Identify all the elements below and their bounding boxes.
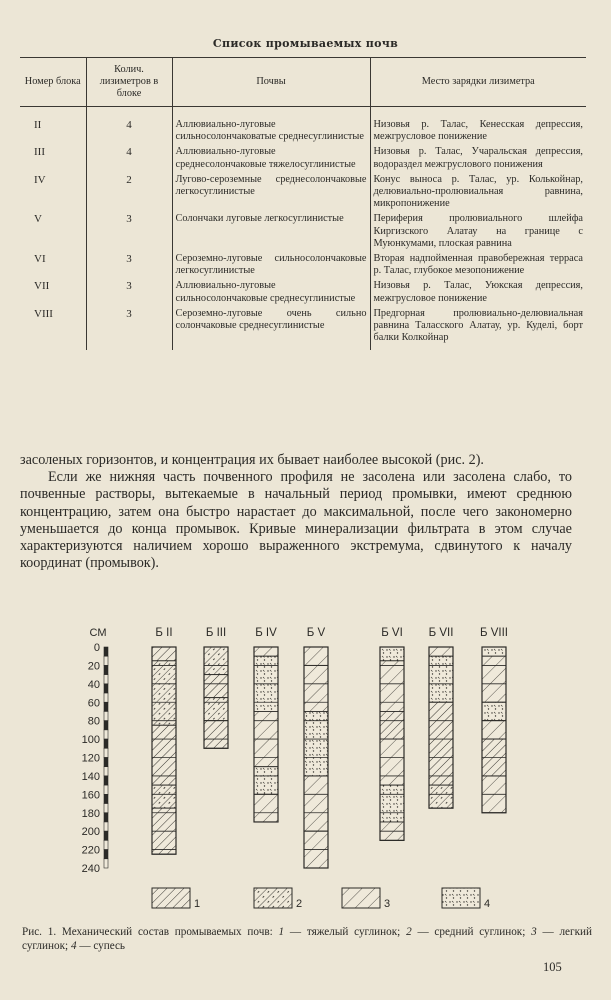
table-title: Список промываемых почв (212, 37, 399, 50)
caption-text: — тяжелый суглинок; (289, 926, 401, 938)
depth-tick-label: 120 (81, 752, 100, 765)
depth-scale-segment (104, 721, 108, 730)
legend-swatch (342, 888, 380, 908)
caption-num: 3 (531, 926, 537, 938)
page-number: 105 (543, 960, 562, 974)
cell-block: IV (34, 173, 46, 186)
profile-layer (429, 656, 453, 702)
depth-tick-label: 20 (87, 660, 100, 673)
profile-layer (204, 675, 228, 698)
depth-tick-label: 80 (87, 715, 100, 728)
cell-soil: Лугово-сероземные среднесолончаковые легкосуглинистые (172, 172, 370, 212)
column-label: Б VII (428, 627, 454, 639)
cell-count: 3 (86, 278, 172, 305)
column-label: Б III (205, 627, 227, 639)
profile-layer (304, 776, 328, 831)
depth-scale-segment (104, 794, 108, 803)
legend-number: 2 (296, 898, 303, 910)
profile-layer (429, 702, 453, 785)
cell-block: VIII (34, 307, 53, 320)
header-soil: Почвы (172, 58, 370, 107)
profile-layer (380, 739, 404, 785)
caption-text: — средний суглинок; (417, 926, 526, 938)
caption-num: 1 (278, 926, 285, 938)
caption-prefix: Рис. 1. Механический состав промываемых почв: (22, 926, 273, 938)
table-row (20, 278, 586, 305)
profile-layer (304, 711, 328, 775)
depth-scale-segment (104, 702, 108, 711)
profile-layer (204, 698, 228, 721)
column-label: Б VIII (480, 627, 508, 639)
caption-text: — легкий суглинок; (22, 926, 593, 952)
cell-count: 3 (86, 211, 172, 251)
depth-tick-label: 220 (81, 844, 100, 857)
profile-layer (204, 721, 228, 749)
table-row (20, 251, 586, 278)
header-count: Колич. лизиметров в блоке (86, 58, 172, 107)
table-body (20, 107, 586, 351)
table-header-row (20, 58, 586, 107)
cell-count: 4 (86, 107, 172, 145)
cell-block: VI (34, 253, 46, 266)
profile-layer (429, 647, 453, 656)
caption-text: — супесь (79, 940, 126, 952)
depth-scale-segment (104, 675, 108, 684)
cell-place: Вторая надпойменная правобережная терраса р. Талас, глубокое мезопонижение (370, 251, 586, 278)
cell-place: Низовья р. Талас, Учаральская депрессия, водораздел межгруслового понижения (370, 144, 586, 171)
profile-layer (152, 661, 176, 725)
caption-item-1 (279, 926, 401, 938)
cell-soil: Аллювиально-луговые сильносолончаковатые среднесуглинистые (172, 107, 370, 145)
depth-scale-segment (104, 776, 108, 785)
cell-block: V (34, 213, 42, 226)
profile-layer (152, 647, 176, 661)
depth-scale-segment (104, 785, 108, 794)
cell-soil: Аллювиально-луговые сильносолончаковые среднесуглинистые (172, 278, 370, 305)
table-row (20, 211, 586, 251)
body-text (20, 452, 572, 572)
profile-layer (254, 767, 278, 795)
cell-count: 2 (86, 172, 172, 212)
depth-scale-segment (104, 656, 108, 665)
legend-swatch (254, 888, 292, 908)
cell-place: Низовья р. Талас, Уюкская депрессия, межгрусловое понижение (370, 278, 586, 305)
cell-block: VII (34, 280, 50, 293)
profile-layer (482, 721, 506, 739)
cell-count: 3 (86, 251, 172, 278)
profile-layer (380, 711, 404, 739)
column-label: Б V (306, 627, 326, 639)
depth-scale-segment (104, 693, 108, 702)
header-place: Место зарядки лизиметра (370, 58, 586, 107)
profile-layer (429, 785, 453, 808)
soil-list-table (20, 57, 586, 350)
table-row (20, 107, 586, 145)
cell-count: 3 (86, 306, 172, 351)
cell-block: II (34, 119, 42, 131)
paragraph: Если же нижняя часть почвенного профиля не засолена или засолена слабо, то почвенные растворы, вытекаемые в начальный период промывки, имеют среднюю концентрацию, затем она быстро нарастает до максимальной, после чего закономерно уменьшается до конца промывок. Кривые минерализации фильтрата в этом случае характеризуются наличием хорошо выраженного экстремума, сдвинутого к началу координат (промывок). (20, 469, 572, 572)
depth-tick-label: 40 (87, 678, 100, 691)
figure-caption (22, 925, 592, 953)
depth-tick-label: 200 (81, 826, 100, 839)
cell-soil: Аллювиально-луговые среднесолончаковые тяжелосуглинистые (172, 144, 370, 171)
depth-tick-label: 180 (81, 807, 100, 820)
caption-num: 4 (70, 940, 77, 952)
profile-layer (254, 794, 278, 822)
cell-place: Предгорная пролювиально-делювиальная равнина Таласского Алатау, ур. Куделi, борт балки Колкойнар (370, 306, 586, 351)
legend-swatch (442, 888, 480, 908)
cell-soil: Сероземно-луговые очень сильно солончаковые среднесуглинистые (172, 306, 370, 351)
depth-tick-label: 0 (93, 642, 100, 654)
paragraph: засоленых горизонтов, и концентрация их бывает наиболее высокой (рис. 2). (20, 452, 484, 468)
depth-scale-segment (104, 840, 108, 849)
profile-layer (204, 647, 228, 675)
legend-number: 3 (384, 898, 391, 910)
column-label: Б II (155, 627, 173, 639)
profile-layer (482, 647, 506, 656)
depth-scale-segment (104, 748, 108, 757)
cell-soil: Сероземно-луговые сильносолончаковые легкосуглинистые (172, 251, 370, 278)
axis-unit-label: СМ (89, 627, 107, 639)
depth-scale-segment (104, 767, 108, 776)
depth-scale-segment (104, 665, 108, 674)
depth-scale-segment (104, 831, 108, 840)
cell-block: III (34, 146, 45, 159)
table-row (20, 144, 586, 171)
legend-swatch (152, 888, 190, 908)
profile-layer (254, 647, 278, 656)
depth-scale-segment (104, 730, 108, 739)
profile-layer (482, 702, 506, 720)
depth-scale-segment (104, 859, 108, 868)
cell-count: 4 (86, 144, 172, 171)
column-label: Б IV (255, 627, 277, 639)
profile-layer (304, 665, 328, 711)
profile-layer (380, 647, 404, 661)
caption-item-4 (71, 940, 125, 952)
caption-num: 2 (406, 926, 412, 938)
profile-layer (304, 647, 328, 665)
legend-number: 1 (194, 898, 201, 910)
profile-layer (380, 661, 404, 712)
cell-soil: Солончаки луговые легкосуглинистые (172, 211, 370, 251)
depth-tick-label: 100 (81, 734, 100, 747)
legend-number: 4 (484, 898, 491, 910)
profile-layer (380, 785, 404, 822)
depth-scale-segment (104, 739, 108, 748)
column-label: Б VI (381, 627, 403, 639)
caption-item-2 (406, 926, 525, 938)
depth-scale-segment (104, 804, 108, 813)
cell-place: Конус выноса р. Талас, ур. Колькойнар, делювиально-пролювиальная равнина, микропонижение (370, 172, 586, 212)
depth-scale-segment (104, 758, 108, 767)
depth-scale-segment (104, 850, 108, 859)
header-block: Номер блока (20, 58, 86, 107)
depth-scale-segment (104, 813, 108, 822)
depth-scale-segment (104, 711, 108, 720)
cell-place: Низовья р. Талас, Кенесская депрессия, межгрусловое понижение (370, 107, 586, 145)
depth-scale-segment (104, 822, 108, 831)
depth-scale-segment (104, 647, 108, 656)
depth-tick-label: 160 (81, 789, 100, 802)
soil-profile-figure (70, 620, 540, 920)
depth-tick-label: 60 (87, 697, 100, 710)
profile-layer (482, 656, 506, 702)
profile-layer (152, 785, 176, 808)
cell-place: Периферия пролювиального шлейфа Киргизского Алатау на границе с Муюнкумами, плоская равнина (370, 211, 586, 251)
table-row (20, 306, 586, 351)
depth-tick-label: 140 (81, 770, 100, 783)
table-row (20, 172, 586, 212)
depth-scale-segment (104, 684, 108, 693)
depth-tick-label: 240 (81, 863, 100, 875)
